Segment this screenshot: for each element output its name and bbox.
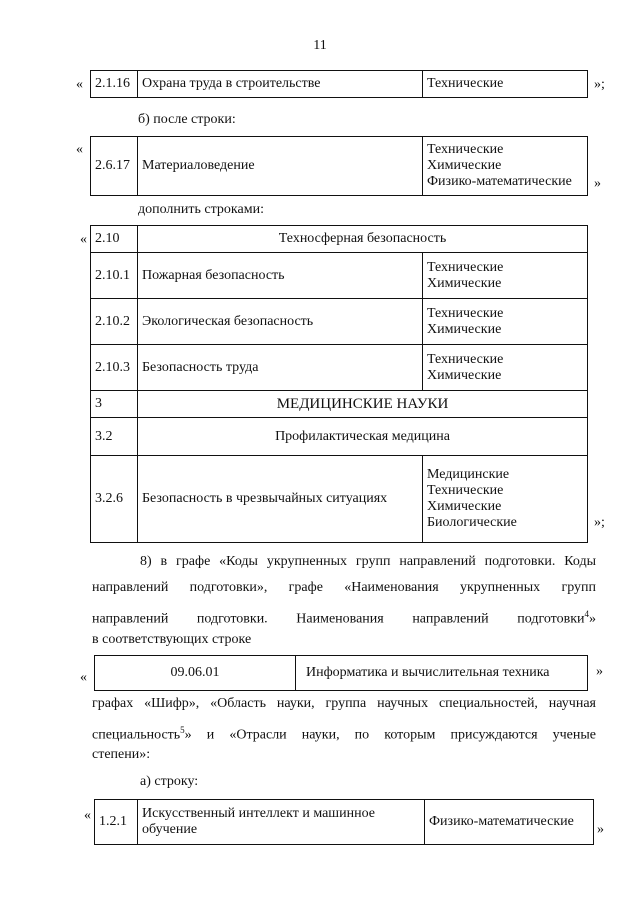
code-cell: 2.10 — [91, 226, 138, 253]
table-row — [91, 299, 588, 345]
footnote-ref: 5 — [180, 725, 185, 735]
paragraph-line-text: специальность — [92, 727, 181, 743]
page-number: 11 — [313, 38, 327, 53]
label-add-rows: дополнить строками: — [138, 202, 264, 217]
name-cell: Охрана труда в строительстве — [138, 71, 423, 98]
quote-close: » — [589, 611, 596, 627]
paragraph-line-text: направлений подготовки. Наименования направлений подготовки — [92, 611, 585, 627]
quote-close: » — [594, 176, 601, 191]
code-cell: 2.10.1 — [91, 253, 138, 299]
paragraph-line: графах «Шифр», «Область науки, группа научных специальностей, научная — [92, 696, 596, 711]
section-title-cell: Техносферная безопасность — [138, 226, 588, 253]
label-after-row: б) после строки: — [138, 112, 236, 127]
footnote-ref: 4 — [584, 609, 589, 619]
name-cell: Безопасность в чрезвычайных ситуациях — [138, 456, 423, 543]
paragraph-line: направлений подготовки», графе «Наименования укрупненных групп — [92, 580, 596, 595]
quote-open: « — [76, 77, 83, 92]
code-cell: 3.2.6 — [91, 456, 138, 543]
name-cell: Безопасность труда — [138, 345, 423, 391]
paragraph-line: в соответствующих строке — [92, 632, 252, 647]
quote-open: « — [84, 808, 91, 823]
section-title-cell: МЕДИЦИНСКИЕ НАУКИ — [138, 391, 588, 418]
name-cell: Информатика и вычислительная техника — [296, 656, 588, 691]
paragraph-line: 8) в графе «Коды укрупненных групп направлений подготовки. Коды — [140, 554, 596, 569]
table-1-2-1 — [94, 799, 594, 845]
code-cell: 2.10.3 — [91, 345, 138, 391]
quote-open: « — [80, 670, 87, 685]
paragraph-line — [92, 722, 596, 744]
fields-cell: Технические Химические — [423, 299, 588, 345]
fields-cell: Технические Химические — [423, 345, 588, 391]
table-row — [91, 391, 588, 418]
quote-open: « — [76, 142, 83, 157]
table-2-1-16 — [90, 70, 588, 98]
table-2-6-17 — [90, 136, 588, 196]
quote-close: » — [596, 664, 603, 679]
table-09-06-01 — [94, 655, 588, 691]
code-cell: 3.2 — [91, 418, 138, 456]
table-row — [91, 456, 588, 543]
table-added-rows — [90, 225, 588, 543]
code-cell: 2.1.16 — [91, 71, 138, 98]
code-cell: 2.10.2 — [91, 299, 138, 345]
fields-cell: Технические Химические Физико-математические — [423, 137, 588, 196]
code-cell: 09.06.01 — [95, 656, 296, 691]
code-cell: 2.6.17 — [91, 137, 138, 196]
section-title-cell: Профилактическая медицина — [138, 418, 588, 456]
code-cell: 1.2.1 — [95, 800, 138, 845]
fields-cell: Физико-математические — [425, 800, 594, 845]
table-row — [91, 253, 588, 299]
name-cell: Материаловедение — [138, 137, 423, 196]
name-cell: Экологическая безопасность — [138, 299, 423, 345]
paragraph-line — [92, 606, 596, 628]
paragraph-line: степени»: — [92, 747, 151, 762]
fields-cell: Медицинские Технические Химические Биологические — [423, 456, 588, 543]
name-cell: Пожарная безопасность — [138, 253, 423, 299]
fields-cell: Технические Химические — [423, 253, 588, 299]
quote-close: » — [597, 822, 604, 837]
paragraph-8 — [92, 554, 596, 570]
fields-cell: Технические — [423, 71, 588, 98]
table-row — [91, 226, 588, 253]
code-cell: 3 — [91, 391, 138, 418]
paragraph-line-text: » и «Отрасли науки, по которым присуждаются ученые — [184, 727, 596, 743]
label-row: а) строку: — [140, 774, 199, 789]
table-row — [91, 345, 588, 391]
table-row — [91, 418, 588, 456]
quote-close: »; — [594, 515, 605, 530]
quote-open: « — [80, 232, 87, 247]
name-cell: Искусственный интеллект и машинное обучение — [138, 800, 425, 845]
quote-close: »; — [594, 77, 605, 92]
